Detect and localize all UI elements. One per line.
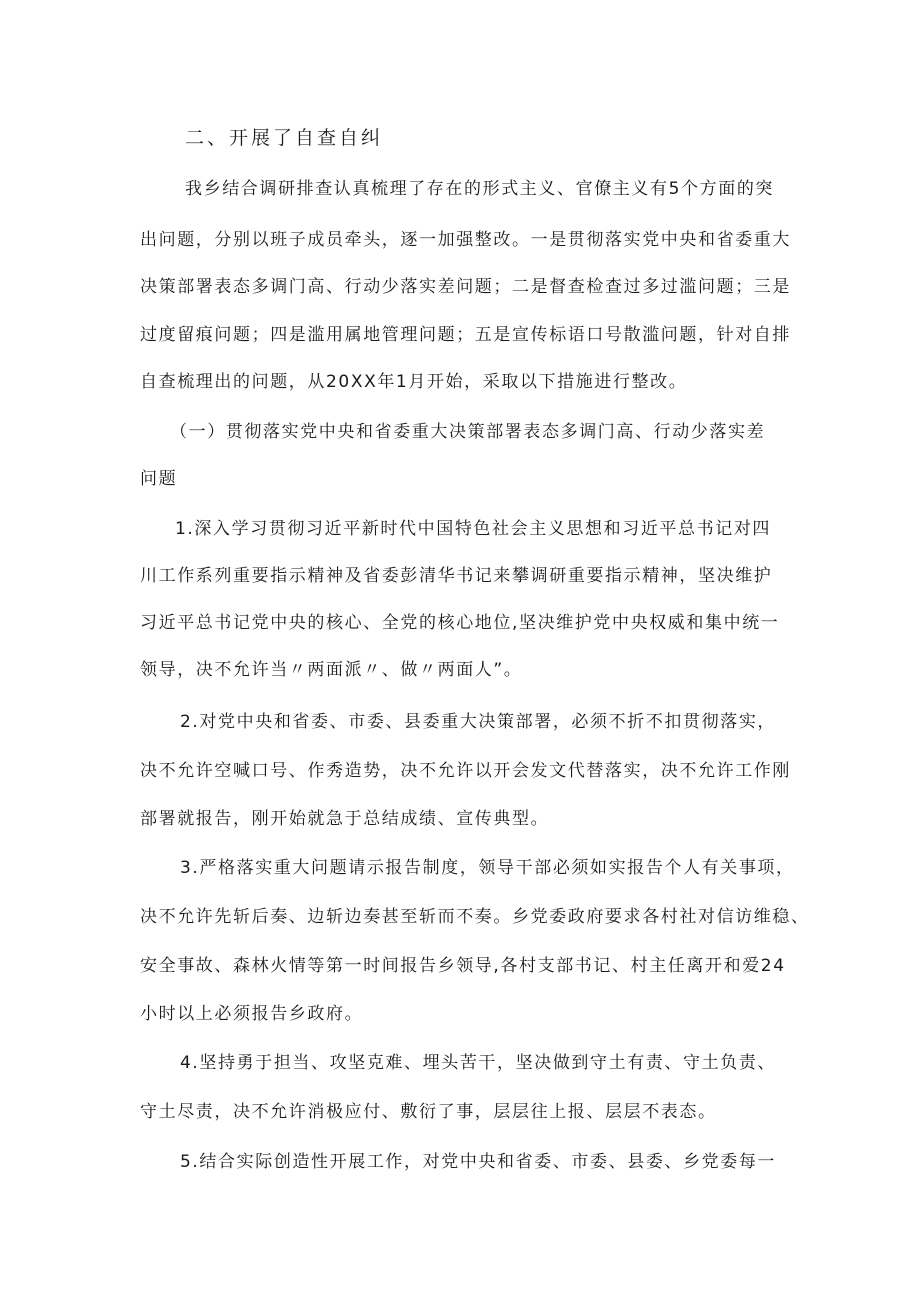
text-line: 守土尽责，决不允许消极应付、敷衍了事，层层往上报、层层不表态。 (140, 1102, 717, 1122)
text-line: 决策部署表态多调门高、行动少落实差问题；二是督查检查过多过滥问题；三是 (140, 277, 791, 297)
text-line: 安全事故、森林火情等第一时间报告乡领导,各村支部书记、村主任离开和爱24 (140, 956, 786, 976)
text-line: 问题 (140, 469, 178, 489)
text-line: 2.对党中央和省委、市委、县委重大决策部署，必须不折不扣贯彻落实， (180, 712, 777, 732)
text-line: 自查梳理出的问题，从20XX年1月开始，采取以下措施进行整改。 (140, 372, 688, 392)
text-line: （一）贯彻落实党中央和省委重大决策部署表态多调门高、行动少落实差 (170, 422, 766, 442)
text-line: 川工作系列重要指示精神及省委彭清华书记来攀调研重要指示精神，坚决维护 (140, 566, 773, 586)
text-line: 决不允许空喊口号、作秀造势，决不允许以开会发文代替落实，决不允许工作刚 (140, 761, 791, 781)
text-line: 我乡结合调研排查认真梳理了存在的形式主义、官僚主义有5个方面的突 (185, 179, 775, 199)
text-line: 4.坚持勇于担当、攻坚克难、埋头苦干，坚决做到守土有责、守土负责、 (180, 1053, 777, 1073)
text-line: 5.结合实际创造性开展工作，对党中央和省委、市委、县委、乡党委每一 (180, 1152, 777, 1172)
text-line: 决不允许先斩后奏、边斩边奏甚至斩而不奏。乡党委政府要求各村社对信访维稳、 (140, 907, 810, 927)
text-line: 部署就报告，刚开始就急于总结成绩、宣传典型。 (140, 809, 550, 829)
text-line: 习近平总书记党中央的核心、全党的核心地位,坚决维护党中央权威和集中统一 (140, 613, 780, 633)
text-line: 小时以上必须报告乡政府。 (140, 1004, 364, 1024)
section-heading: 二、开展了自查自纠 (185, 127, 384, 149)
text-line: 出问题，分别以班子成员牵头，逐一加强整改。一是贯彻落实党中央和省委重大 (140, 230, 791, 250)
text-line: 3.严格落实重大问题请示报告制度，领导干部必须如实报告个人有关事项， (180, 858, 795, 878)
text-line: 领导，决不允许当〃两面派〃、做〃两面人”。 (140, 660, 523, 680)
text-line: 1.深入学习贯彻习近平新时代中国特色社会主义思想和习近平总书记对四 (175, 519, 772, 539)
text-line: 过度留痕问题；四是滥用属地管理问题；五是宣传标语口号散滥问题，针对自排 (140, 325, 791, 345)
